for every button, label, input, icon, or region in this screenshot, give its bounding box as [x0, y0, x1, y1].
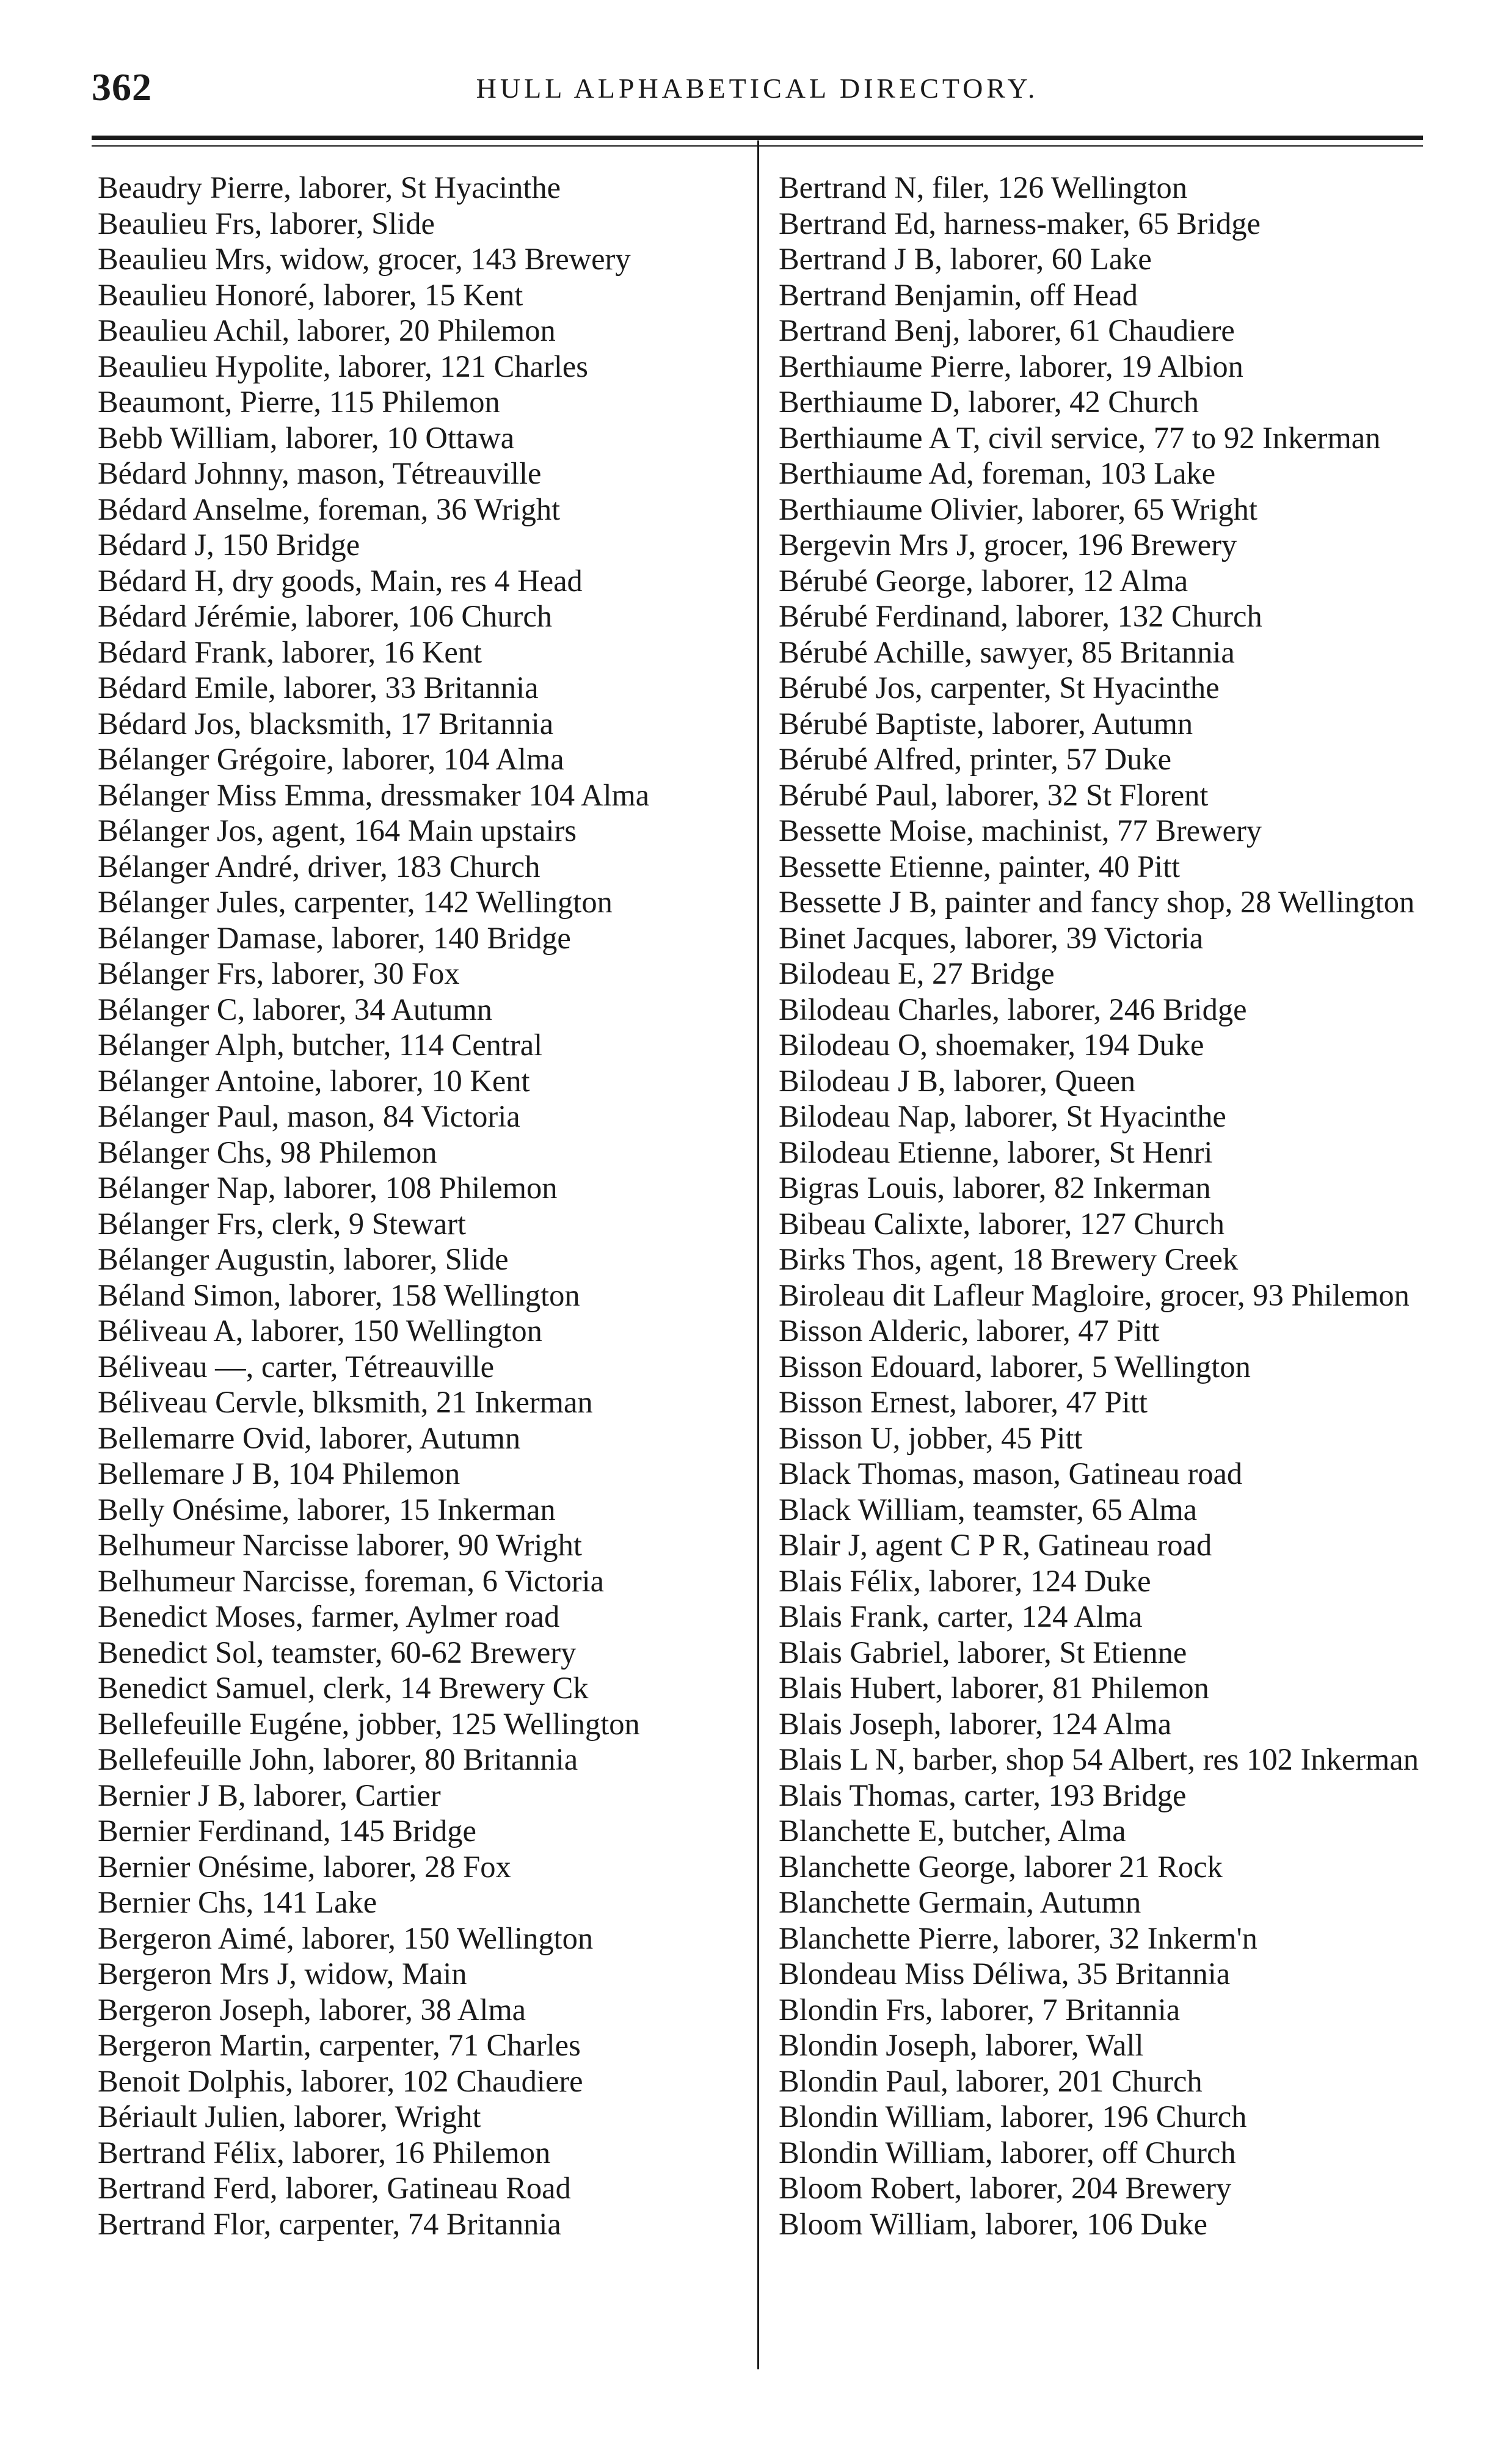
- directory-entry: Black Thomas, mason, Gatineau road: [779, 1456, 1243, 1491]
- directory-entry: Bertrand N, filer, 126 Wellington: [779, 170, 1187, 205]
- left-column: [98, 170, 733, 2242]
- directory-entry: Bérubé Achille, sawyer, 85 Britannia: [779, 634, 1235, 669]
- directory-entry: Blanchette George, laborer 21 Rock: [779, 1849, 1223, 1884]
- directory-entry: Bélanger Damase, laborer, 140 Bridge: [98, 920, 571, 955]
- directory-entry: Bisson Edouard, laborer, 5 Wellington: [779, 1349, 1251, 1384]
- directory-entry: Bédard J, 150 Bridge: [98, 528, 360, 562]
- directory-entry: Bebb William, laborer, 10 Ottawa: [98, 420, 515, 455]
- directory-entry: Bélanger Paul, mason, 84 Victoria: [98, 1099, 520, 1133]
- directory-entry: Beaulieu Hypolite, laborer, 121 Charles: [98, 349, 588, 383]
- directory-entry: Bertrand J B, laborer, 60 Lake: [779, 242, 1152, 276]
- directory-entry: Birks Thos, agent, 18 Brewery Creek: [779, 1242, 1239, 1276]
- directory-entry: Bédard Jos, blacksmith, 17 Britannia: [98, 706, 554, 741]
- directory-entry: Bélanger Augustin, laborer, Slide: [98, 1242, 509, 1276]
- directory-entry: Blanchette Pierre, laborer, 32 Inkerm'n: [779, 1921, 1257, 1955]
- page-header: [92, 61, 1423, 116]
- directory-entry: Blondin William, laborer, 196 Church: [779, 2099, 1247, 2134]
- directory-entry: Beaudry Pierre, laborer, St Hyacinthe: [98, 170, 561, 205]
- directory-entry: Beaulieu Frs, laborer, Slide: [98, 206, 435, 241]
- directory-entry: Bédard Johnny, mason, Tétreauville: [98, 456, 542, 490]
- column-divider: [757, 140, 759, 2369]
- directory-entry: Bédard Emile, laborer, 33 Britannia: [98, 671, 539, 705]
- directory-entry: Bélanger Frs, clerk, 9 Stewart: [98, 1206, 467, 1241]
- directory-entry: Bilodeau Etienne, laborer, St Henri: [779, 1135, 1213, 1169]
- page-number: 362: [92, 65, 152, 109]
- directory-entry: Bergeron Aimé, laborer, 150 Wellington: [98, 1921, 594, 1955]
- directory-entry: Bélanger Miss Emma, dressmaker 104 Alma: [98, 777, 650, 812]
- directory-entry: Berthiaume Olivier, laborer, 65 Wright: [779, 492, 1257, 526]
- directory-entry: Bédard Jérémie, laborer, 106 Church: [98, 599, 552, 633]
- directory-entry: Bisson U, jobber, 45 Pitt: [779, 1420, 1083, 1455]
- directory-entry: Beaulieu Mrs, widow, grocer, 143 Brewery: [98, 242, 631, 276]
- directory-entry: Blais Joseph, laborer, 124 Alma: [779, 1706, 1172, 1741]
- directory-entry: Béliveau Cervle, blksmith, 21 Inkerman: [98, 1385, 593, 1419]
- directory-entry: Bédard Frank, laborer, 16 Kent: [98, 634, 482, 669]
- directory-entry: Bertrand Flor, carpenter, 74 Britannia: [98, 2206, 561, 2241]
- directory-entry: Blondin Paul, laborer, 201 Church: [779, 2063, 1203, 2098]
- directory-entry: Blais Hubert, laborer, 81 Philemon: [779, 1671, 1209, 1705]
- directory-entry: Bertrand Ed, harness-maker, 65 Bridge: [779, 206, 1261, 241]
- directory-entry: Bédard Anselme, foreman, 36 Wright: [98, 492, 561, 526]
- directory-entry: Bériault Julien, laborer, Wright: [98, 2099, 481, 2134]
- directory-entry: Bisson Ernest, laborer, 47 Pitt: [779, 1385, 1148, 1419]
- directory-entry: Belhumeur Narcisse, foreman, 6 Victoria: [98, 1563, 605, 1598]
- directory-entry: Bérubé Alfred, printer, 57 Duke: [779, 742, 1172, 776]
- directory-entry: Bessette J B, painter and fancy shop, 28 Wellington: [779, 885, 1415, 919]
- directory-entry: Bilodeau E, 27 Bridge: [779, 956, 1055, 990]
- directory-entry: Bellemare J B, 104 Philemon: [98, 1456, 460, 1491]
- directory-entry: Bélanger Nap, laborer, 108 Philemon: [98, 1171, 558, 1205]
- directory-entry: Black William, teamster, 65 Alma: [779, 1492, 1198, 1527]
- directory-entry: Bilodeau Charles, laborer, 246 Bridge: [779, 992, 1247, 1027]
- directory-entry: Bertrand Félix, laborer, 16 Philemon: [98, 2135, 551, 2170]
- directory-entry: Bérubé Ferdinand, laborer, 132 Church: [779, 599, 1262, 633]
- directory-entry: Bérubé Jos, carpenter, St Hyacinthe: [779, 671, 1220, 705]
- directory-entry: Bellemarre Ovid, laborer, Autumn: [98, 1420, 521, 1455]
- directory-entry: Blair J, agent C P R, Gatineau road: [779, 1528, 1212, 1562]
- directory-entry: Bélanger Frs, laborer, 30 Fox: [98, 956, 460, 990]
- directory-entry: Berthiaume Pierre, laborer, 19 Albion: [779, 349, 1243, 383]
- directory-entry: Bélanger André, driver, 183 Church: [98, 849, 540, 884]
- directory-entry: Blondeau Miss Déliwa, 35 Britannia: [779, 1957, 1231, 1991]
- directory-entry: Bernier J B, laborer, Cartier: [98, 1778, 441, 1812]
- directory-entry: Bérubé Baptiste, laborer, Autumn: [779, 706, 1193, 741]
- directory-entry: Bernier Onésime, laborer, 28 Fox: [98, 1849, 511, 1884]
- directory-entry: Blondin Frs, laborer, 7 Britannia: [779, 1992, 1181, 2027]
- directory-entry: Bisson Alderic, laborer, 47 Pitt: [779, 1314, 1160, 1348]
- directory-entry: Bertrand Benj, laborer, 61 Chaudiere: [779, 313, 1235, 347]
- directory-entry: Bilodeau O, shoemaker, 194 Duke: [779, 1028, 1204, 1062]
- directory-entry: Bellefeuille John, laborer, 80 Britannia: [98, 1742, 578, 1776]
- directory-entry: Beaulieu Achil, laborer, 20 Philemon: [98, 313, 556, 347]
- directory-entry: Blais Frank, carter, 124 Alma: [779, 1599, 1143, 1634]
- directory-entry: Bertrand Ferd, laborer, Gatineau Road: [98, 2171, 571, 2205]
- directory-entry: Blondin Joseph, laborer, Wall: [779, 2028, 1144, 2062]
- directory-entry: Blondin William, laborer, off Church: [779, 2135, 1236, 2170]
- directory-entry: Blanchette Germain, Autumn: [779, 1885, 1141, 1919]
- directory-entry: Béliveau —, carter, Tétreauville: [98, 1349, 495, 1384]
- directory-entry: Bloom Robert, laborer, 204 Brewery: [779, 2171, 1232, 2205]
- directory-entry: Bérubé Paul, laborer, 32 St Florent: [779, 777, 1209, 812]
- directory-entry: Belly Onésime, laborer, 15 Inkerman: [98, 1492, 556, 1527]
- directory-entry: Bibeau Calixte, laborer, 127 Church: [779, 1206, 1225, 1241]
- directory-entry: Berthiaume A T, civil service, 77 to 92 Inkerman: [779, 420, 1381, 455]
- directory-entry: Bernier Chs, 141 Lake: [98, 1885, 377, 1919]
- directory-entry: Bergeron Mrs J, widow, Main: [98, 1957, 467, 1991]
- directory-entry: Bérubé George, laborer, 12 Alma: [779, 563, 1188, 598]
- directory-entry: Bloom William, laborer, 106 Duke: [779, 2206, 1207, 2241]
- directory-entry: Blais Thomas, carter, 193 Bridge: [779, 1778, 1187, 1812]
- directory-entry: Bergeron Martin, carpenter, 71 Charles: [98, 2028, 581, 2062]
- directory-entry: Bernier Ferdinand, 145 Bridge: [98, 1814, 476, 1848]
- directory-entry: Béliveau A, laborer, 150 Wellington: [98, 1314, 542, 1348]
- header-rule-thick: [92, 136, 1423, 140]
- directory-entry: Bigras Louis, laborer, 82 Inkerman: [779, 1171, 1211, 1205]
- directory-entry: Binet Jacques, laborer, 39 Victoria: [779, 920, 1204, 955]
- directory-entry: Bélanger Grégoire, laborer, 104 Alma: [98, 742, 564, 776]
- directory-entry: Bélanger Jules, carpenter, 142 Wellington: [98, 885, 613, 919]
- directory-entry: Blais L N, barber, shop 54 Albert, res 102 Inkerman: [779, 1742, 1419, 1776]
- directory-entry: Benedict Samuel, clerk, 14 Brewery Ck: [98, 1671, 589, 1705]
- directory-entry: Bertrand Benjamin, off Head: [779, 277, 1138, 312]
- directory-entry: Beaumont, Pierre, 115 Philemon: [98, 385, 500, 419]
- right-column: [779, 170, 1426, 2242]
- directory-entry: Berthiaume Ad, foreman, 103 Lake: [779, 456, 1216, 490]
- directory-entry: Beaulieu Honoré, laborer, 15 Kent: [98, 277, 523, 312]
- directory-entry: Blanchette E, butcher, Alma: [779, 1814, 1126, 1848]
- directory-entry: Bilodeau J B, laborer, Queen: [779, 1063, 1136, 1098]
- directory-entry: Bélanger Alph, butcher, 114 Central: [98, 1028, 543, 1062]
- directory-entry: Bélanger Antoine, laborer, 10 Kent: [98, 1063, 530, 1098]
- directory-entry: Bédard H, dry goods, Main, res 4 Head: [98, 563, 583, 598]
- directory-entry: Biroleau dit Lafleur Magloire, grocer, 93 Philemon: [779, 1277, 1410, 1312]
- directory-entry: Béland Simon, laborer, 158 Wellington: [98, 1277, 580, 1312]
- directory-entry: Benoit Dolphis, laborer, 102 Chaudiere: [98, 2063, 583, 2098]
- directory-entry: Bélanger C, laborer, 34 Autumn: [98, 992, 492, 1027]
- running-title: HULL ALPHABETICAL DIRECTORY.: [476, 73, 1039, 104]
- directory-entry: Bergevin Mrs J, grocer, 196 Brewery: [779, 528, 1237, 562]
- directory-entry: Bessette Etienne, painter, 40 Pitt: [779, 849, 1181, 884]
- directory-entry: Bilodeau Nap, laborer, St Hyacinthe: [779, 1099, 1226, 1133]
- directory-entry: Bellefeuille Eugéne, jobber, 125 Wellington: [98, 1706, 640, 1741]
- directory-entry: Belhumeur Narcisse laborer, 90 Wright: [98, 1528, 582, 1562]
- directory-entry: Bélanger Jos, agent, 164 Main upstairs: [98, 813, 577, 848]
- directory-entry: Benedict Sol, teamster, 60-62 Brewery: [98, 1635, 577, 1670]
- directory-entry: Benedict Moses, farmer, Aylmer road: [98, 1599, 560, 1634]
- directory-entry: Berthiaume D, laborer, 42 Church: [779, 385, 1199, 419]
- directory-entry: Blais Félix, laborer, 124 Duke: [779, 1563, 1151, 1598]
- directory-entry: Bergeron Joseph, laborer, 38 Alma: [98, 1992, 526, 2027]
- directory-entry: Blais Gabriel, laborer, St Etienne: [779, 1635, 1187, 1670]
- directory-entry: Bélanger Chs, 98 Philemon: [98, 1135, 437, 1169]
- directory-entry: Bessette Moise, machinist, 77 Brewery: [779, 813, 1262, 848]
